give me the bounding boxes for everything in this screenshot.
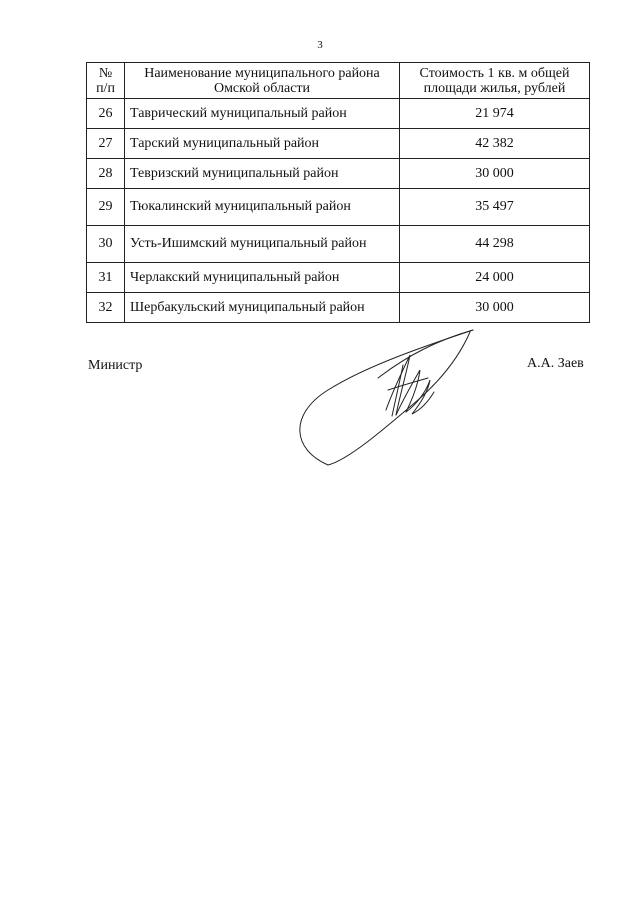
row-price: 30 000 <box>400 159 590 189</box>
row-district: Усть-Ишимский муниципальный район <box>125 226 400 263</box>
signer-title: Министр <box>88 358 143 373</box>
row-price: 24 000 <box>400 263 590 293</box>
row-num: 27 <box>87 129 125 159</box>
header-price-line-1: Стоимость 1 кв. м общей <box>419 65 570 81</box>
row-district: Тюкалинский муниципальный район <box>125 189 400 226</box>
row-price: 30 000 <box>400 293 590 323</box>
row-district: Тарский муниципальный район <box>125 129 400 159</box>
row-district: Шербакульский муниципальный район <box>125 293 400 323</box>
row-num: 32 <box>87 293 125 323</box>
row-num: 29 <box>87 189 125 226</box>
row-district: Черлакский муниципальный район <box>125 263 400 293</box>
row-price: 35 497 <box>400 189 590 226</box>
header-num-line-1: № <box>98 65 113 81</box>
header-price-line-2: площади жилья, рублей <box>423 80 566 96</box>
row-num: 31 <box>87 263 125 293</box>
page-number: 3 <box>317 39 323 51</box>
header-num-line-2: п/п <box>96 80 115 96</box>
header-district-line-2: Омской области <box>213 80 311 96</box>
row-district: Таврический муниципальный район <box>125 99 400 129</box>
row-num: 30 <box>87 226 125 263</box>
row-price: 21 974 <box>400 99 590 129</box>
row-num: 28 <box>87 159 125 189</box>
row-price: 42 382 <box>400 129 590 159</box>
row-district: Тевризский муниципальный район <box>125 159 400 189</box>
header-district-line-1: Наименование муниципального района <box>144 65 380 81</box>
signer-name: А.А. Заев <box>527 356 584 371</box>
handwritten-signature <box>288 320 478 470</box>
row-price: 44 298 <box>400 226 590 263</box>
row-num: 26 <box>87 99 125 129</box>
